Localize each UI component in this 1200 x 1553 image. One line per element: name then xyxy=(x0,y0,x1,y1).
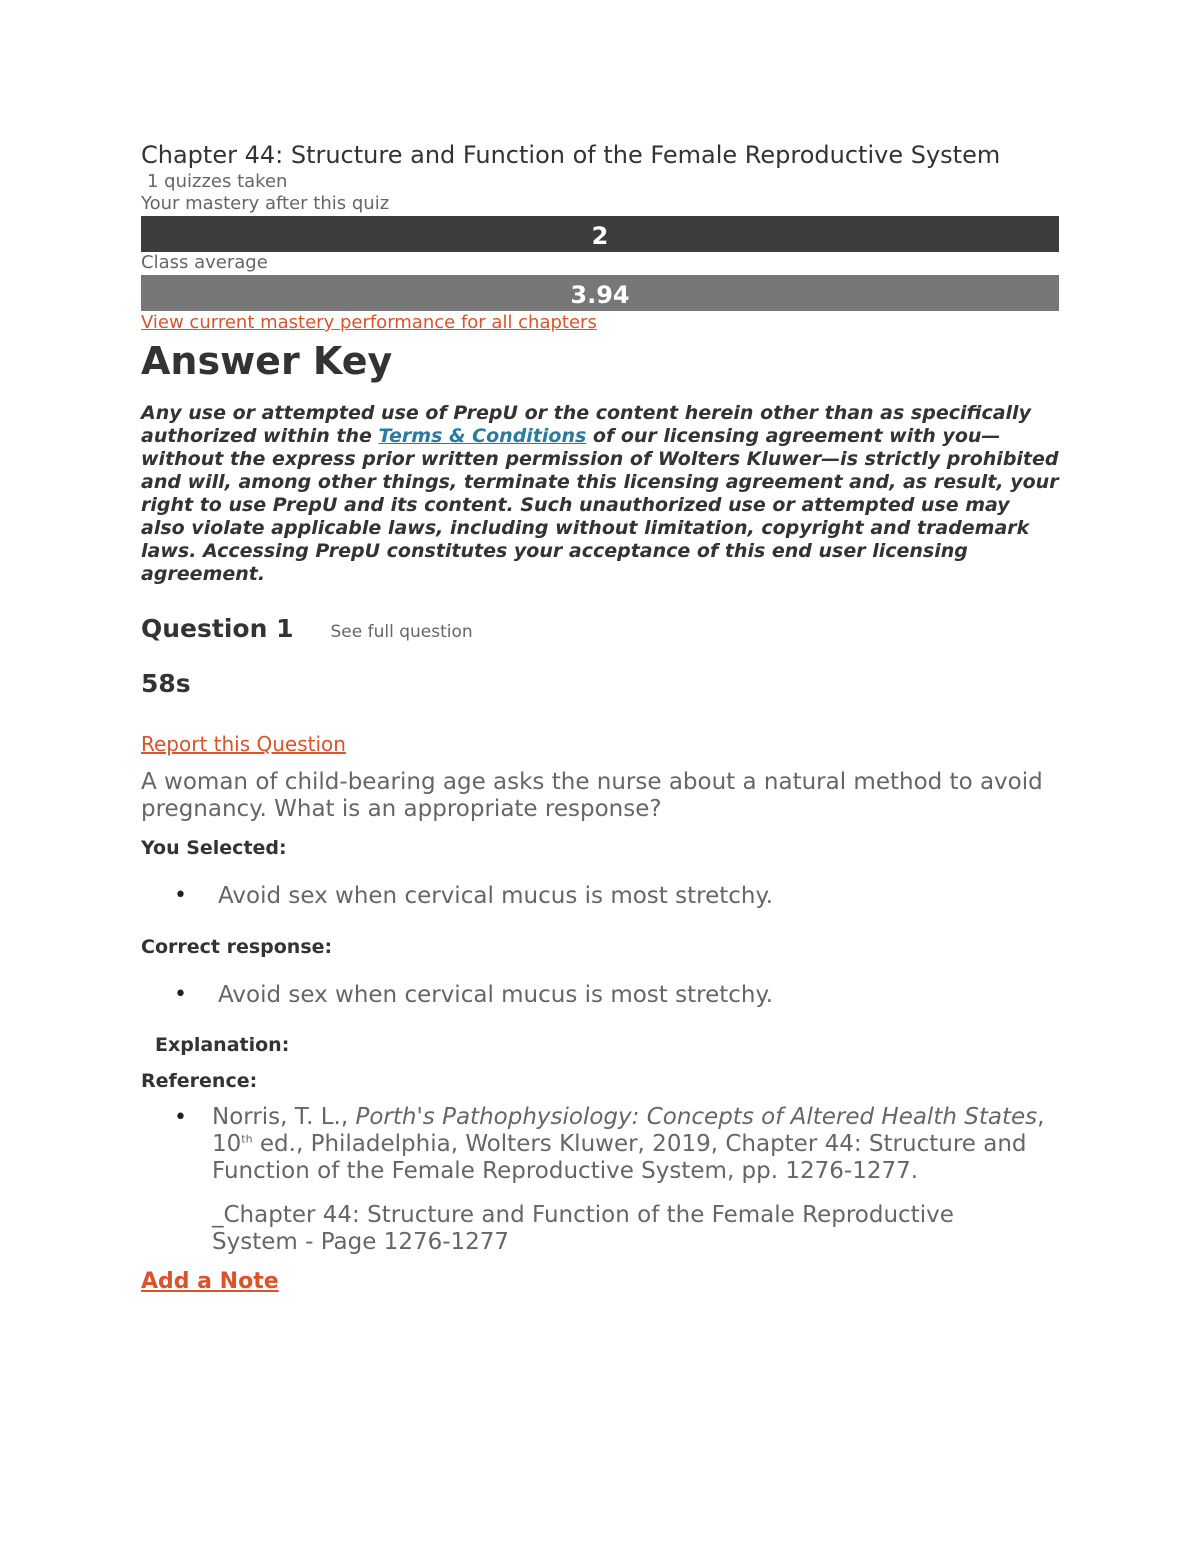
correct-answer xyxy=(141,982,1059,1008)
reference-book-title: Porth's Pathophysiology: Concepts of Altered Health States xyxy=(355,1104,1038,1130)
correct-answer-text: Avoid sex when cervical mucus is most stretchy. xyxy=(218,982,774,1008)
page-reference: _Chapter 44: Structure and Function of the Female Reproductive System - Page 1276-1277 xyxy=(212,1202,954,1255)
reference-author: Norris, T. L., xyxy=(212,1104,356,1130)
selected-answer-list xyxy=(141,883,1059,909)
class-average-label: Class average xyxy=(141,252,268,273)
answer-key-heading: Answer Key xyxy=(141,339,393,383)
page-content xyxy=(141,140,1059,1294)
licensing-disclaimer xyxy=(141,402,1059,586)
correct-response-label: Correct response: xyxy=(141,936,333,958)
question-header xyxy=(141,614,1059,643)
chapter-title: Chapter 44: Structure and Function of the Female Reproductive System xyxy=(141,141,1001,169)
terms-conditions-link[interactable]: Terms & Conditions xyxy=(378,425,587,447)
mastery-bar xyxy=(141,216,1059,252)
bullet-icon: • xyxy=(174,982,187,1007)
bullet-icon: • xyxy=(174,883,187,908)
question-title: Question 1 xyxy=(141,614,294,643)
see-full-question-link[interactable]: See full question xyxy=(330,622,473,642)
add-note-link[interactable]: Add a Note xyxy=(141,1269,279,1294)
explanation-label: Explanation: xyxy=(155,1034,290,1056)
bullet-icon: • xyxy=(174,1105,187,1130)
report-question-link[interactable]: Report this Question xyxy=(141,732,346,756)
reference-edition-suffix: th xyxy=(241,1132,253,1146)
view-mastery-link[interactable]: View current mastery performance for all chapters xyxy=(141,312,597,333)
class-average-bar xyxy=(141,275,1059,311)
reference-list xyxy=(141,1104,1059,1185)
question-time: 58s xyxy=(141,669,191,698)
class-average-value: 3.94 xyxy=(570,281,630,309)
disclaimer-text-pre: Any use or attempted use of PrepU or the content herein other than as specifically authorized within the xyxy=(141,402,1031,447)
mastery-label: Your mastery after this quiz xyxy=(141,193,390,214)
reference-label: Reference: xyxy=(141,1070,258,1092)
you-selected-label: You Selected: xyxy=(141,837,287,859)
selected-answer xyxy=(141,883,1059,909)
disclaimer-text-post: of our licensing agreement with you—without the express prior written permission of Wolters Kluwer—is strictly prohibited and will, among other things, terminate this licensing agreement and, as result, your right to use PrepU and its content. Such unauthorized use or attempted use may also violate applicable laws, including without limitation, copyright and trademark laws. Accessing PrepU constitutes your acceptance of this end user licensing agreement. xyxy=(141,425,1059,585)
reference-item xyxy=(141,1104,1052,1185)
correct-answer-list xyxy=(141,982,1059,1008)
mastery-value: 2 xyxy=(591,222,609,250)
selected-answer-text: Avoid sex when cervical mucus is most stretchy. xyxy=(218,883,774,909)
reference-edition: , 10 xyxy=(212,1104,1045,1157)
question-stem: A woman of child-bearing age asks the nurse about a natural method to avoid pregnancy. What is an appropriate response? xyxy=(141,769,1043,822)
quizzes-taken: 1 quizzes taken xyxy=(147,171,288,192)
reference-details: ed., Philadelphia, Wolters Kluwer, 2019, Chapter 44: Structure and Function of the Female Reproductive System, pp. 1276-1277. xyxy=(212,1131,1027,1184)
